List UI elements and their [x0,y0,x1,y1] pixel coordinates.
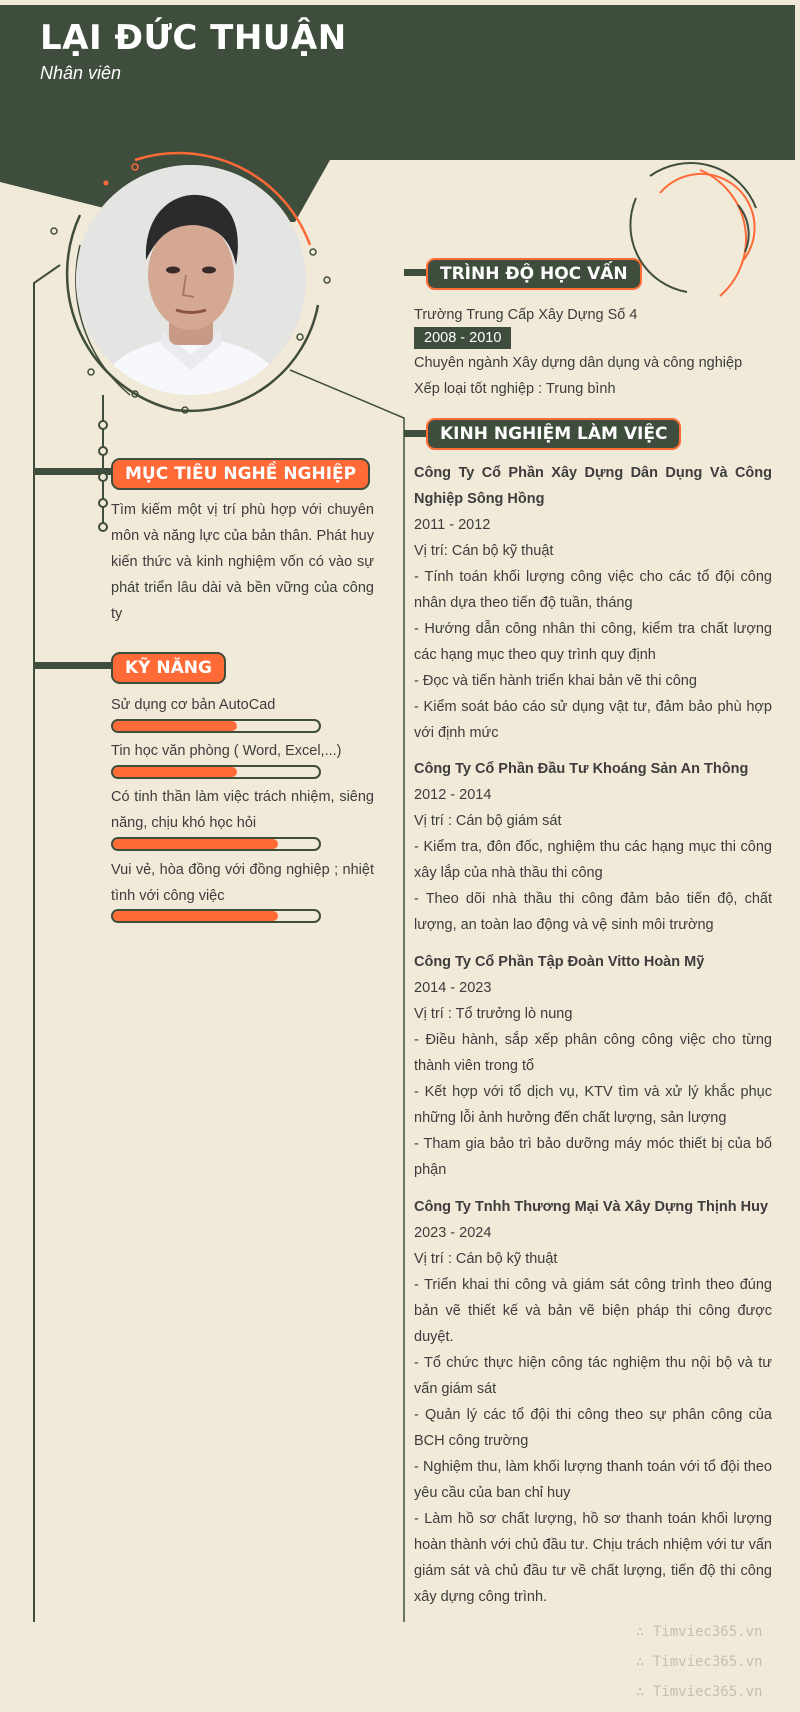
job-years: 2023 - 2024 [414,1225,492,1241]
job-entry [414,460,772,746]
skills-connector [34,662,112,669]
skill-bar [111,837,321,851]
job-duty: - Nghiệm thu, làm khối lượng thanh toán với tổ đội theo yêu cầu của ban chỉ huy [414,1459,772,1501]
education-connector [404,269,426,276]
objective-heading: MỤC TIÊU NGHỀ NGHIỆP [111,458,370,490]
experience-heading: KINH NGHIỆM LÀM VIỆC [426,418,681,450]
job-years: 2011 - 2012 [414,517,491,533]
skill-label: Vui vẻ, hòa đồng với đồng nghiệp ; nhiệt tình với công việc [111,862,374,904]
education-grade: Xếp loại tốt nghiệp : Trung bình [414,381,616,397]
job-position: Vị trí : Tổ trưởng lò nung [414,1006,573,1022]
job-duty: - Điều hành, sắp xếp phân công công việc cho từng thành viên trong tổ [414,1032,772,1074]
skills-heading: KỸ NĂNG [111,652,226,684]
job-duty: - Hướng dẫn công nhân thi công, kiểm tra chất lượng các hạng mục theo quy trình quy định [414,621,772,663]
candidate-role: Nhân viên [40,63,122,83]
job-duty: - Tính toán khối lượng công việc cho các tổ đội công nhân dựa theo tiến độ tuần, tháng [414,569,772,611]
job-years: 2012 - 2014 [414,787,492,803]
skill-bar-fill [113,721,237,731]
job-position: Vị trí : Cán bộ giám sát [414,813,562,829]
objective-text: Tìm kiếm một vị trí phù hợp với chuyên môn và năng lực của bản thân. Phát huy kiến thức và kinh nghiệm vốn có vào sự phát triển lâu dài và bền vững của công ty [111,502,374,622]
job-company: Công Ty Cổ Phần Đầu Tư Khoáng Sản An Thông [414,761,749,777]
education-years: 2008 - 2010 [414,327,511,349]
profile-photo [76,165,306,395]
job-duty: - Làm hồ sơ chất lượng, hồ sơ thanh toán khối lượng hoàn thành với chủ đầu tư. Chịu trách nhiệm với tư vấn giám sát và chủ đầu tư về chất lượng, tiến độ thi công xây dựng công trình. [414,1511,772,1605]
education-major: Chuyên ngành Xây dựng dân dụng và công nghiệp [414,355,743,371]
job-position: Vị trí : Cán bộ kỹ thuật [414,1251,558,1267]
watermark: ∴ Timviec365.vn [636,1684,763,1700]
job-entry [414,756,772,938]
job-entry [414,1194,772,1610]
job-company: Công Ty Tnhh Thương Mại Và Xây Dựng Thịnh Huy [414,1199,769,1215]
education-school: Trường Trung Cấp Xây Dựng Số 4 [414,307,638,323]
job-years: 2014 - 2023 [414,980,492,996]
skill-bar [111,719,321,733]
skill-label: Tin học văn phòng ( Word, Excel,...) [111,743,342,759]
job-entry [414,949,772,1183]
job-duty: - Triển khai thi công và giám sát công trình theo đúng bản vẽ thiết kế và bản vẽ biện pháp thi công được duyệt. [414,1277,772,1345]
candidate-name: LẠI ĐỨC THUẬN [40,18,347,58]
job-duty: - Tham gia bảo trì bảo dưỡng máy móc thiết bị của bố phận [414,1136,772,1178]
job-duty: - Kết hợp với tổ dịch vụ, KTV tìm và xử lý khắc phục những lỗi ảnh hưởng đến chất lượng, sản lượng [414,1084,772,1126]
job-company: Công Ty Cổ Phần Xây Dựng Dân Dụng Và Công Nghiệp Sông Hồng [414,465,772,507]
skill-bar-fill [113,839,278,849]
job-position: Vị trí: Cán bộ kỹ thuật [414,543,554,559]
skill-label: Có tinh thần làm việc trách nhiệm, siêng năng, chịu khó học hỏi [111,789,374,831]
skill-bar [111,909,321,923]
job-duty: - Kiểm tra, đôn đốc, nghiệm thu các hạng mục thi công xây lắp của nhà thầu thi công [414,839,772,881]
skill-bar-fill [113,767,237,777]
avatar-portrait [76,165,306,395]
experience-connector [404,430,426,437]
job-duty: - Quản lý các tổ đội thi công theo sự phân công của BCH công trường [414,1407,772,1449]
skill-label: Sử dụng cơ bản AutoCad [111,697,276,713]
job-company: Công Ty Cổ Phần Tập Đoàn Vitto Hoàn Mỹ [414,954,705,970]
job-duty: - Kiểm soát báo cáo sử dụng vật tư, đảm bảo phù hợp với định mức [414,699,772,741]
watermark: ∴ Timviec365.vn [636,1654,763,1670]
job-duty: - Theo dõi nhà thầu thi công đảm bảo tiến độ, chất lượng, an toàn lao động và vệ sinh môi trường [414,891,772,933]
skill-bar-fill [113,911,278,921]
watermark: ∴ Timviec365.vn [636,1624,763,1640]
job-duty: - Tổ chức thực hiện công tác nghiệm thu nội bộ và tư vấn giám sát [414,1355,772,1397]
job-duty: - Đọc và tiến hành triển khai bản vẽ thi công [414,673,697,689]
skill-bar [111,765,321,779]
education-heading: TRÌNH ĐỘ HỌC VẤN [426,258,642,290]
